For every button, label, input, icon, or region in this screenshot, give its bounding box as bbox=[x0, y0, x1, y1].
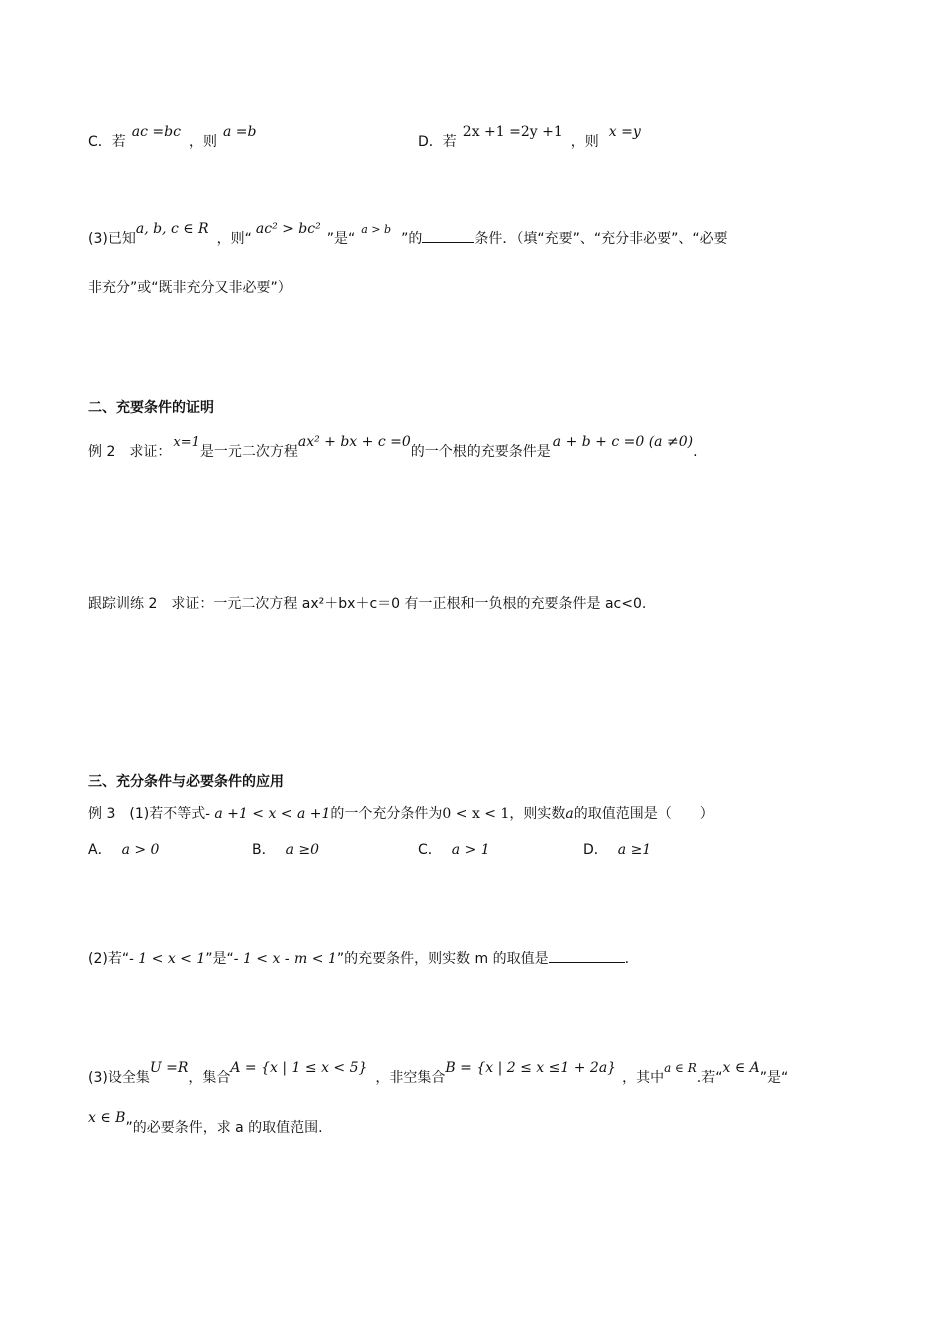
ex3-text3: 的取值范围是（ ） bbox=[573, 806, 714, 822]
ex2-x: x=1 bbox=[173, 435, 200, 450]
example-3 bbox=[88, 804, 714, 824]
q3b-prefix: (3)设全集 bbox=[88, 1070, 150, 1086]
example-2 bbox=[88, 434, 698, 463]
ex2-text2: 的一个根的充要条件是 bbox=[410, 444, 551, 460]
q3b-text1: ，集合 bbox=[188, 1070, 231, 1086]
ex3-cond: 0 < x < 1 bbox=[442, 806, 510, 822]
q2-suffix: ”的充要条件，则实数 m 的取值是 bbox=[336, 951, 549, 967]
option-c-result: a =b bbox=[222, 124, 257, 140]
q3-mid2: ”是“ bbox=[326, 231, 356, 247]
q3b-text2: ，非空集合 bbox=[375, 1070, 446, 1086]
option-d-result: x =y bbox=[608, 124, 641, 140]
q2-expr1: - 1 < x < 1 bbox=[129, 951, 206, 967]
q3-suffix: 条件．（填“充要”、“充分非必要”、“必要 bbox=[474, 231, 728, 247]
option-a-expr: a > 0 bbox=[121, 842, 160, 858]
ex3-text2: ，则实数 bbox=[509, 806, 566, 822]
option-b[interactable] bbox=[252, 840, 319, 860]
question-3-line2: 非充分”或“既非充分又非必要”） bbox=[88, 280, 292, 296]
section-2-title: 二、充要条件的证明 bbox=[88, 400, 214, 416]
option-c-expr: ac =bc bbox=[131, 124, 181, 140]
option-c[interactable] bbox=[418, 840, 490, 860]
option-d3-label: D． bbox=[583, 842, 608, 858]
question-3b-line1 bbox=[88, 1060, 789, 1088]
option-c-label: C．若 bbox=[88, 134, 126, 150]
q3-mid3: ”的 bbox=[401, 231, 423, 247]
option-d3-expr: a ≥1 bbox=[617, 842, 652, 858]
q2-answer-blank[interactable] bbox=[549, 948, 625, 963]
q3b-set-A: A = {x | 1 ≤ x < 5} bbox=[230, 1060, 368, 1076]
q3b-text3: ，其中 bbox=[622, 1070, 665, 1086]
ex3-ineq: - a +1 < x < a +1 bbox=[205, 806, 331, 822]
track-training-2: 跟踪训练 2 求证：一元二次方程 ax²＋bx＋c＝0 有一正根和一负根的充要条件是 ac<0. bbox=[88, 596, 647, 612]
option-b-label: B． bbox=[252, 842, 276, 858]
option-d-expr: 2x +1 =2y +1 bbox=[462, 124, 563, 140]
q3b-xB: x ∈ B bbox=[88, 1110, 126, 1126]
q3-answer-blank[interactable] bbox=[422, 228, 474, 243]
q3b-U: U =R bbox=[149, 1060, 189, 1076]
q2-end: . bbox=[624, 951, 630, 967]
option-d-row bbox=[418, 124, 641, 152]
q3-mid1: ，则“ bbox=[216, 231, 252, 247]
q3b-text4: .若“ bbox=[696, 1070, 723, 1086]
section-3-title: 三、充分条件与必要条件的应用 bbox=[88, 774, 284, 790]
option-c-row bbox=[88, 124, 257, 152]
ex3-text1: 的一个充分条件为 bbox=[330, 806, 443, 822]
q2-mid: ”是“ bbox=[205, 951, 234, 967]
q3b-set-B: B = {x | 2 ≤ x ≤1 + 2a} bbox=[445, 1060, 617, 1076]
option-c-then: ，则 bbox=[188, 134, 217, 150]
option-c3-label: C． bbox=[418, 842, 442, 858]
option-c3-expr: a > 1 bbox=[451, 842, 490, 858]
q3b-line2-text: ”的必要条件，求 a 的取值范围. bbox=[125, 1120, 323, 1136]
q3b-text5: ”是“ bbox=[759, 1070, 789, 1086]
q2-expr2: - 1 < x - m < 1 bbox=[233, 951, 337, 967]
question-2 bbox=[88, 948, 629, 969]
option-b-expr: a ≥0 bbox=[285, 842, 320, 858]
q2-prefix: (2)若“ bbox=[88, 951, 130, 967]
q3-prefix: (3)已知 bbox=[88, 231, 136, 247]
q3-expr1: ac² > bc² bbox=[255, 221, 321, 237]
q3-expr2: a > b bbox=[361, 223, 392, 236]
ex2-cond: a + b + c =0 (a ≠0) bbox=[552, 434, 694, 450]
option-a-label: A． bbox=[88, 842, 112, 858]
ex2-end: . bbox=[693, 444, 698, 460]
ex3-prefix: 例 3 (1)若不等式 bbox=[88, 806, 206, 822]
option-a[interactable] bbox=[88, 840, 159, 860]
option-d-label: D．若 bbox=[418, 134, 457, 150]
option-d[interactable] bbox=[583, 840, 651, 860]
q3b-xA: x ∈ A bbox=[722, 1060, 760, 1076]
option-d-then: ，则 bbox=[570, 134, 599, 150]
question-3b-line2 bbox=[88, 1110, 323, 1138]
q3-set: a, b, c ∈ R bbox=[135, 221, 209, 237]
ex2-text1: 是一元二次方程 bbox=[199, 444, 298, 460]
q3b-aR: a ∈ R bbox=[664, 1061, 697, 1075]
ex3-var: a bbox=[565, 806, 574, 822]
ex2-eq: ax² + bx + c =0 bbox=[297, 434, 411, 450]
ex2-label: 例 2 求证： bbox=[88, 444, 172, 460]
question-3-line1 bbox=[88, 221, 728, 250]
